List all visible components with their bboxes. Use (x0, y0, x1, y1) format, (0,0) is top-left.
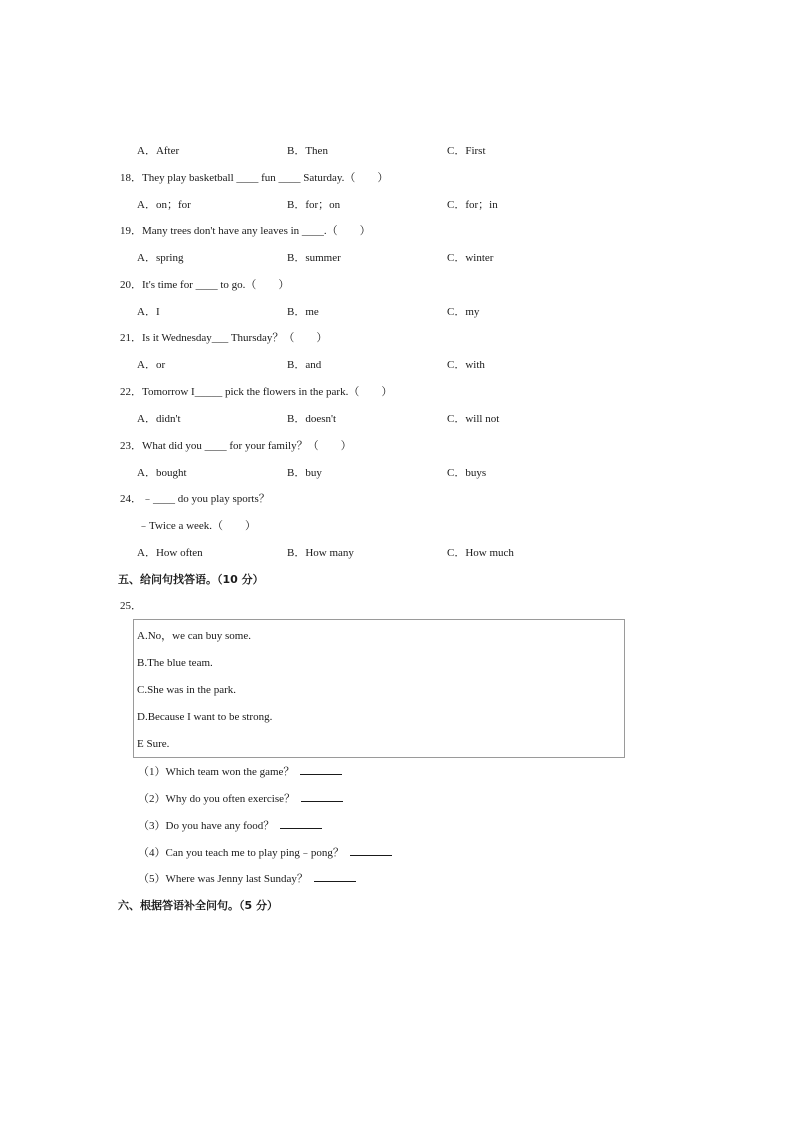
question-25-number-row (0, 598, 794, 614)
question-18 (0, 170, 794, 186)
option-b: B．Then (287, 145, 328, 157)
question-24 (0, 491, 794, 507)
question-24-reply (0, 518, 794, 534)
question-number: 25． (120, 600, 142, 612)
question-21-options (0, 357, 794, 373)
question-text: 22．Tomorrow I_____ pick the flowers in the park.（ ） (120, 386, 393, 398)
option-b: B．me (287, 306, 319, 318)
question-text: ﹣Twice a week.（ ） (138, 520, 257, 532)
sub-question-3 (0, 818, 794, 834)
question-21 (0, 330, 794, 346)
sub-question-1 (0, 764, 794, 780)
question-text: 21．Is it Wednesday___ Thursday？（ ） (120, 332, 328, 344)
answer-blank[interactable] (300, 764, 342, 775)
question-text: 19．Many trees don't have any leaves in ____.（ ） (120, 225, 371, 237)
answer-option-c: C.She was in the park. (137, 684, 236, 696)
question-23 (0, 438, 794, 454)
option-c: C．with (447, 359, 485, 371)
section-6-heading-row (0, 898, 794, 914)
option-a: A．spring (137, 252, 184, 264)
question-text: （3）Do you have any food？ (138, 820, 275, 832)
answer-blank[interactable] (280, 818, 322, 829)
option-b: B．summer (287, 252, 341, 264)
option-a: A．How often (137, 547, 203, 559)
answer-option-a: A.No，we can buy some. (137, 630, 251, 642)
option-c: C．winter (447, 252, 494, 264)
answer-blank[interactable] (314, 871, 356, 882)
answer-blank[interactable] (350, 845, 392, 856)
sub-question-2 (0, 791, 794, 807)
option-b: B．How many (287, 547, 354, 559)
question-text: （4）Can you teach me to play ping﹣pong？ (138, 847, 344, 859)
option-b: B．doesn't (287, 413, 337, 425)
section-heading: 五、给问句找答语。（10 分） (118, 573, 264, 586)
option-c: C．for；in (447, 199, 498, 211)
option-a: A．on；for (137, 199, 191, 211)
question-text: 18．They play basketball ____ fun ____ Saturday.（ ） (120, 172, 389, 184)
option-a: A．bought (137, 467, 187, 479)
answer-blank[interactable] (301, 791, 343, 802)
answer-option-b: B.The blue team. (137, 657, 213, 669)
option-c: C．How much (447, 547, 514, 559)
option-a: A．I (137, 306, 160, 318)
option-b: B．buy (287, 467, 322, 479)
question-text: （2）Why do you often exercise？ (138, 793, 296, 805)
sub-question-5 (0, 871, 794, 887)
option-a: A．After (137, 145, 180, 157)
question-22-options (0, 411, 794, 427)
option-a: A．didn't (137, 413, 181, 425)
option-a: A．or (137, 359, 166, 371)
answer-option-e: E Sure. (137, 738, 170, 750)
answer-option-d: D.Because I want to be strong. (137, 711, 273, 723)
question-text: 20．It's time for ____ to go.（ ） (120, 279, 290, 291)
sub-question-4 (0, 845, 794, 861)
question-20-options (0, 304, 794, 320)
question-22 (0, 384, 794, 400)
answer-options-box (133, 619, 625, 758)
question-18-options (0, 197, 794, 213)
option-c: C．First (447, 145, 486, 157)
question-text: （1）Which team won the game？ (138, 766, 295, 778)
question-23-options (0, 465, 794, 481)
question-text: （5）Where was Jenny last Sunday？ (138, 873, 308, 885)
option-c: C．will not (447, 413, 500, 425)
option-b: B．for；on (287, 199, 341, 211)
option-c: C．my (447, 306, 480, 318)
question-24-options (0, 545, 794, 561)
question-19 (0, 223, 794, 239)
question-text: 23．What did you ____ for your family？（ ） (120, 440, 352, 452)
option-b: B．and (287, 359, 322, 371)
section-5-heading-row (0, 572, 794, 588)
question-20 (0, 277, 794, 293)
option-c: C．buys (447, 467, 487, 479)
section-heading: 六、根据答语补全问句。（5 分） (118, 899, 278, 912)
question-19-options (0, 250, 794, 266)
question-17-options (0, 143, 794, 159)
question-text: 24．﹣____ do you play sports？ (120, 493, 270, 505)
